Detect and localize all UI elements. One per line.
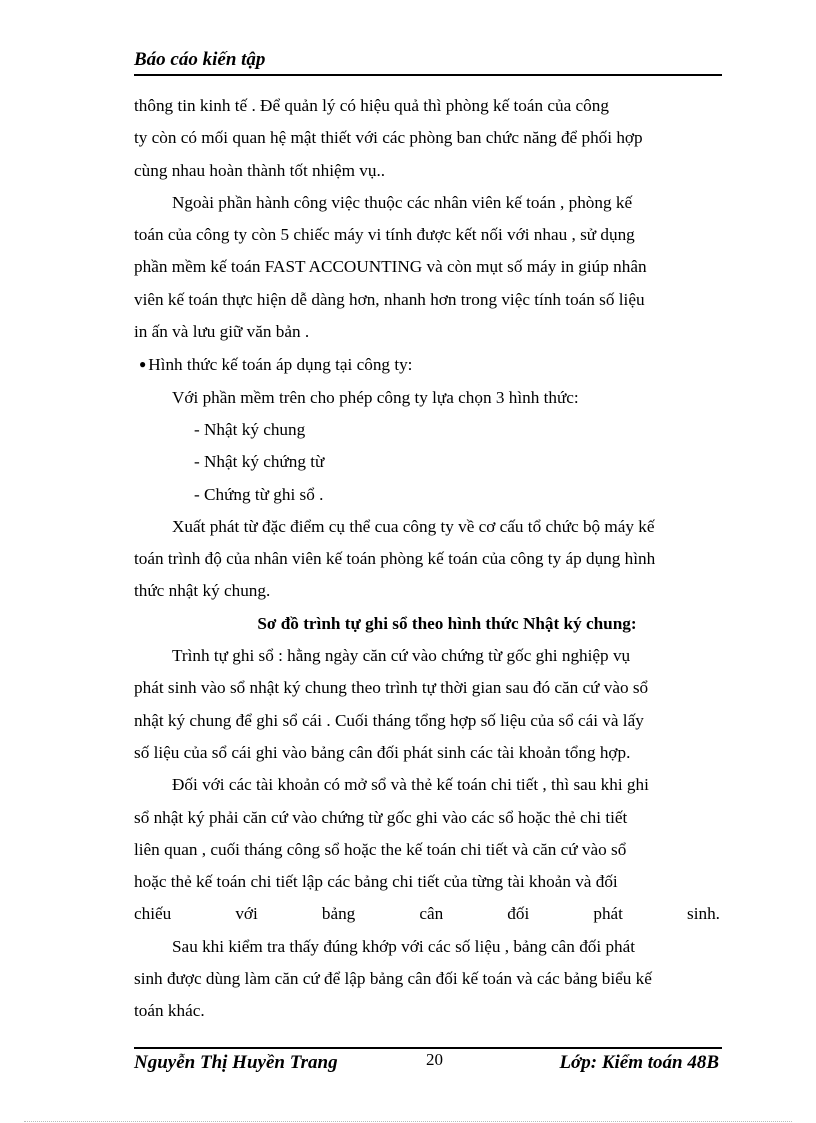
paragraph-line: toán trình độ của nhân viên kế toán phòng kế toán của công ty áp dụng hình [134, 549, 656, 569]
paragraph-line: sổ nhật ký phải căn cứ vào chứng từ gốc ghi vào các sổ hoặc thẻ chi tiết [134, 807, 628, 827]
bullet-item-text: Hình thức kế toán áp dụng tại công ty: [148, 355, 413, 375]
word: sinh. [687, 904, 720, 924]
paragraph-line: Đối với các tài khoản có mở sổ và thẻ kế toán chi tiết , thì sau khi ghi [172, 775, 649, 795]
paragraph-line: thức nhật ký chung. [134, 581, 271, 601]
bullet-item [134, 348, 720, 381]
word: phát [593, 904, 623, 924]
paragraph-line: Xuất phát từ đặc điểm cụ thể cua công ty về cơ cấu tổ chức bộ máy kế [172, 516, 655, 536]
page-header-title: Báo cáo kiến tập [134, 48, 722, 76]
section-title: Sơ đồ trình tự ghi sổ theo hình thức Nhật ký chung: [257, 613, 637, 633]
page-bottom-dotted-divider [24, 1121, 792, 1122]
paragraph-line-spread [134, 898, 720, 930]
paragraph-line: phần mềm kế toán FAST ACCOUNTING và còn mụt số máy in giúp nhân [134, 257, 647, 277]
paragraph-line: Trình tự ghi sổ : hằng ngày căn cứ vào chứng từ gốc ghi nghiệp vụ [172, 646, 631, 666]
list-item: - Chứng từ ghi sổ . [194, 484, 324, 504]
paragraph-line: Với phần mềm trên cho phép công ty lựa chọn 3 hình thức: [172, 387, 579, 407]
paragraph-line: cùng nhau hoàn thành tốt nhiệm vụ.. [134, 160, 386, 180]
paragraph-line: liên quan , cuối tháng công sổ hoặc the kế toán chi tiết và căn cứ vào sổ [134, 839, 627, 859]
paragraph-line: số liệu của sổ cái ghi vào bảng cân đối phát sinh các tài khoản tổng hợp. [134, 742, 631, 762]
word: đối [507, 904, 530, 924]
paragraph-line: nhật ký chung để ghi sổ cái . Cuối tháng tổng hợp số liệu của sổ cái và lấy [134, 710, 644, 730]
word: bảng [321, 904, 356, 924]
paragraph-line: Ngoài phần hành công việc thuộc các nhân viên kế toán , phòng kế [172, 192, 633, 212]
list-item: - Nhật ký chung [194, 419, 306, 439]
paragraph-line: thông tin kinh tế . Để quản lý có hiệu quả thì phòng kế toán của công [134, 96, 609, 115]
paragraph-line: viên kế toán thực hiện dễ dàng hơn, nhanh hơn trong việc tính toán số liệu [134, 289, 645, 309]
page-number: 20 [426, 1050, 443, 1069]
footer-class: Lớp: Kiểm toán 48B [559, 1052, 719, 1073]
paragraph-line: hoặc thẻ kế toán chi tiết lập các bảng chi tiết của từng tài khoản và đối [134, 872, 618, 892]
footer-author: Nguyễn Thị Huyền Trang [134, 1052, 338, 1073]
paragraph-line: ty còn có mối quan hệ mật thiết với các phòng ban chức năng để phối hợp [134, 128, 643, 148]
word: cân [419, 904, 444, 924]
paragraph-line: sinh được dùng làm căn cứ để lập bảng cân đối kế toán và các bảng biểu kế [134, 969, 652, 989]
paragraph-line: toán của công ty còn 5 chiếc máy vi tính được kết nối với nhau , sử dụng [134, 225, 635, 245]
word: với [235, 904, 258, 924]
list-item: - Nhật ký chứng từ [194, 452, 325, 472]
paragraph-line: Sau khi kiểm tra thấy đúng khớp với các số liệu , bảng cân đối phát [172, 936, 636, 956]
bullet-dot-icon: ● [139, 357, 147, 372]
footer-divider [134, 1047, 722, 1049]
paragraph-line: phát sinh vào sổ nhật ký chung theo trình tự thời gian sau đó căn cứ vào sổ [134, 678, 649, 698]
paragraph-line: toán khác. [134, 1001, 205, 1021]
word: chiếu [134, 904, 172, 924]
document-body [134, 90, 720, 1028]
paragraph-line: in ấn và lưu giữ văn bản . [134, 322, 310, 342]
